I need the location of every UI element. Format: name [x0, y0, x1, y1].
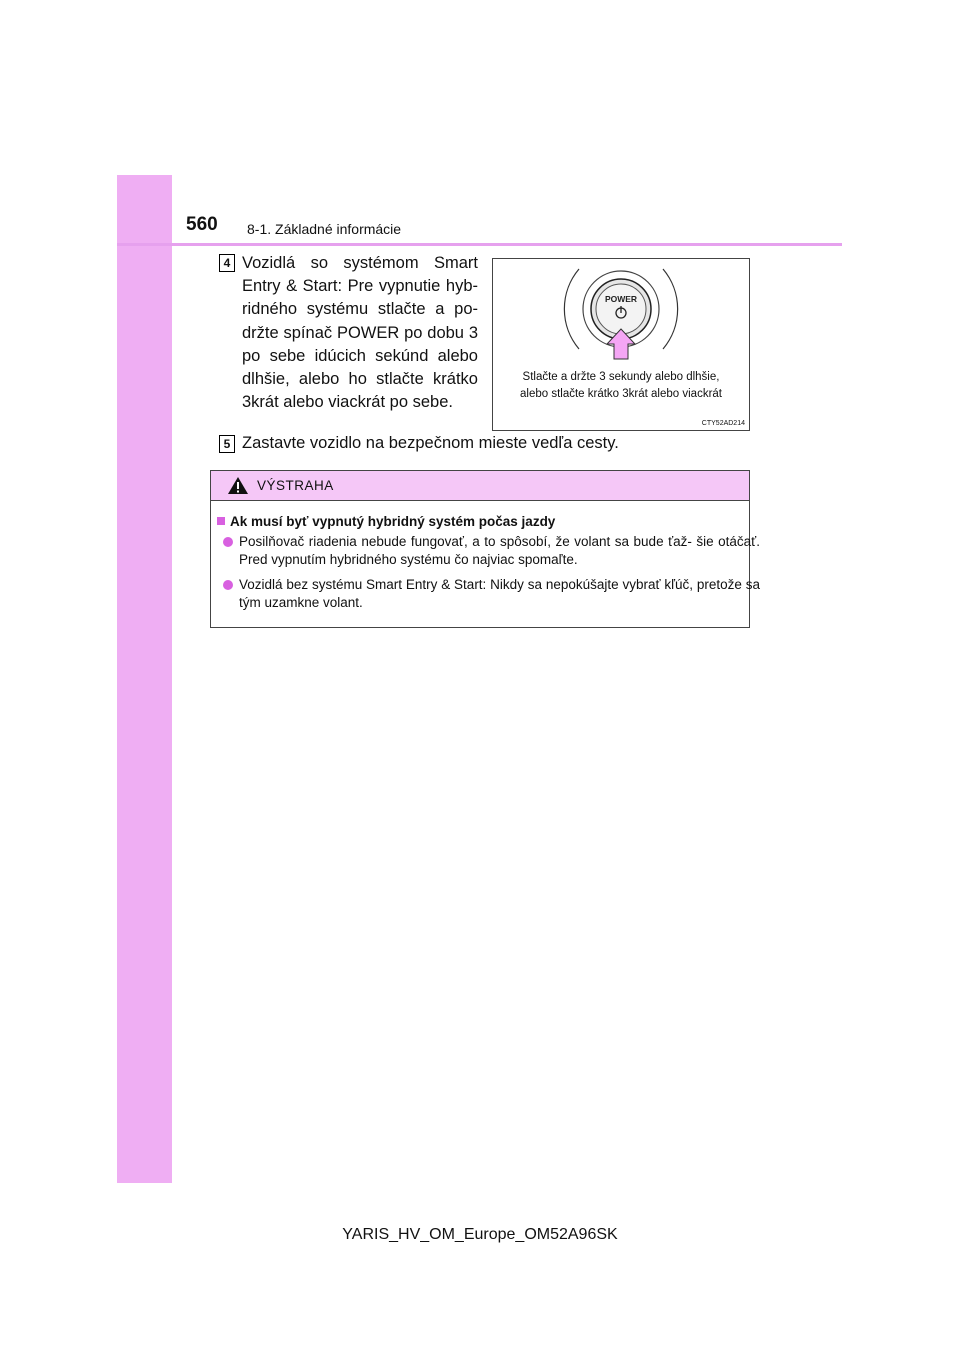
warning-header	[211, 471, 749, 501]
warning-item-2	[223, 576, 760, 612]
power-button-figure	[492, 258, 750, 431]
figure-code: CTY52AD214	[701, 420, 745, 427]
chapter-side-band	[117, 175, 172, 1183]
page-number: 560	[186, 214, 218, 235]
warning-heading	[217, 514, 555, 529]
warning-title: VÝSTRAHA	[257, 478, 334, 493]
section-title: 8-1. Základné informácie	[247, 221, 402, 237]
warning-box	[210, 470, 760, 628]
warning-item-1	[223, 533, 760, 569]
step-5-text: Zastavte vozidlo na bezpečnom mieste vedľa cesty.	[242, 434, 619, 452]
warning-heading-text: Ak musí byť vypnutý hybridný systém počas jazdy	[230, 514, 556, 529]
figure-caption-line1: Stlačte a držte 3 sekundy alebo dlhšie,	[522, 371, 720, 383]
figure-caption-line2: alebo stlačte krátko 3krát alebo viackrát	[520, 388, 722, 400]
bullet-dot-icon	[223, 537, 233, 547]
warning-item-1-text: Posilňovač riadenia nebude fungovať, a to spôsobí, že volant sa bude ťaž- šie otáčať. Pred vypnutím hybridného systému čo najviac spomaľte.	[239, 534, 760, 567]
warning-item-2-text: Vozidlá bez systému Smart Entry & Start: Nikdy sa nepokúšajte vybrať kľúč, pretože sa tým uzamkne volant.	[239, 577, 760, 610]
step-4-text: Vozidlá so systémom Smart Entry & Start: Pre vypnutie hyb- ridného systému stlačte a po- držte spínač POWER po dobu 3 po sebe idúcich sekúnd alebo dlhšie, alebo ho stlačte krátko 3krát alebo viackrát po sebe.	[242, 254, 478, 412]
step-number-4: 4	[219, 254, 235, 272]
square-bullet-icon	[217, 517, 225, 525]
header-rule	[117, 243, 842, 246]
step-number-5: 5	[219, 435, 235, 453]
footer-document-code: YARIS_HV_OM_Europe_OM52A96SK	[342, 1226, 618, 1243]
power-label: POWER	[604, 294, 638, 304]
power-button-illustration	[493, 259, 749, 430]
figure-caption	[493, 369, 749, 403]
warning-triangle-icon	[227, 476, 249, 495]
bullet-dot-icon	[223, 580, 233, 590]
